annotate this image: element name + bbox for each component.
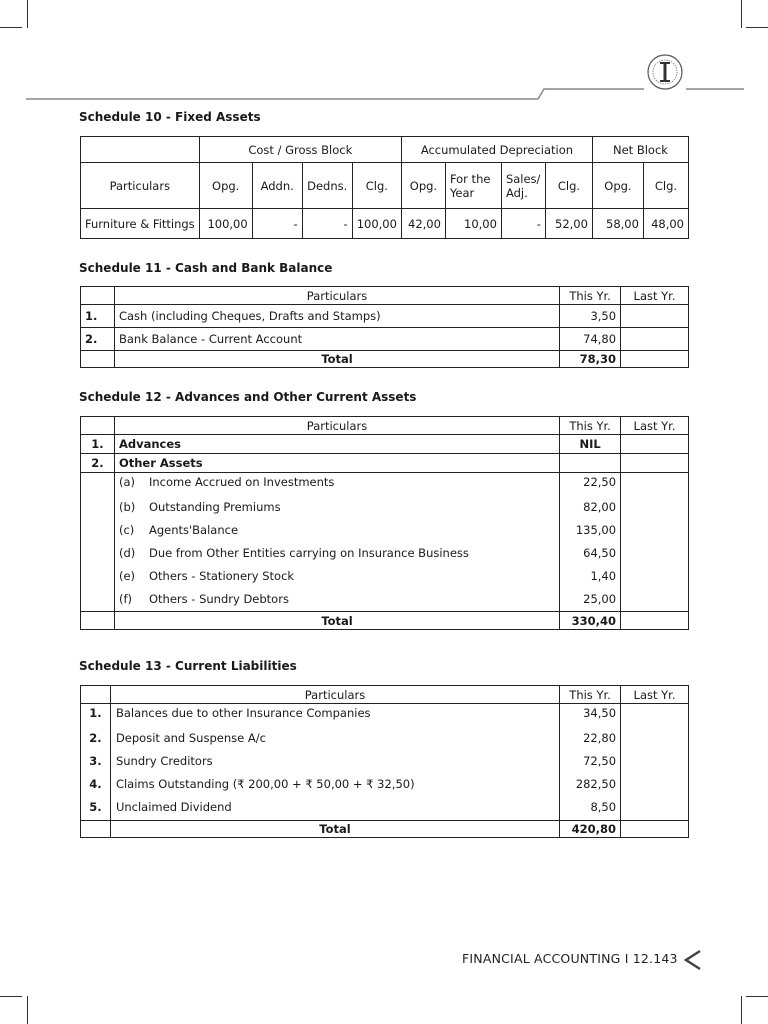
- value-cell: 42,00: [401, 209, 445, 239]
- item-tag: (e): [118, 569, 136, 583]
- column-header: Particulars: [114, 287, 559, 305]
- sub-values: [560, 473, 621, 612]
- value-cell: 8,50: [590, 800, 617, 814]
- row-label: Balances due to other Insurance Companies: [115, 706, 371, 720]
- table-row: [81, 209, 689, 239]
- row-numbers: [81, 704, 111, 821]
- blank-cell: [621, 821, 689, 838]
- item-tag: (d): [118, 546, 136, 560]
- column-header: Addn.: [252, 163, 302, 209]
- group-header: Net Block: [592, 137, 688, 163]
- value-cell: 82,00: [583, 500, 617, 514]
- column-header: Dedns.: [302, 163, 352, 209]
- row-label: Bank Balance - Current Account: [114, 328, 559, 351]
- group-header: Accumulated Depreciation: [401, 137, 592, 163]
- blank-cell: [621, 473, 689, 612]
- table-row: [81, 473, 689, 612]
- schedule-10-title: Schedule 10 - Fixed Assets: [79, 110, 261, 124]
- item-label: Due from Other Entities carrying on Insurance Business: [148, 546, 469, 560]
- column-header: Opg.: [592, 163, 643, 209]
- value-cell: 34,50: [583, 706, 617, 720]
- row-number: 3.: [89, 754, 102, 768]
- list-item: [115, 473, 559, 496]
- value-cell: 3,50: [560, 305, 621, 328]
- blank-cell: [81, 473, 115, 612]
- blank-cell: [621, 351, 689, 368]
- total-row: [81, 351, 689, 368]
- sub-items: [114, 473, 559, 612]
- row-number: 4.: [89, 777, 102, 791]
- blank-cell: [621, 454, 689, 473]
- chevron-left-icon: [682, 949, 702, 971]
- row-number: 1.: [81, 435, 115, 454]
- value-cell: -: [302, 209, 352, 239]
- row-label: Other Assets: [114, 454, 559, 473]
- column-header: Clg.: [352, 163, 401, 209]
- column-header: Last Yr.: [621, 417, 689, 435]
- row-number: 2.: [81, 454, 115, 473]
- value-cell: 282,50: [575, 777, 617, 791]
- value-cell: -: [501, 209, 545, 239]
- total-value: 330,40: [560, 612, 621, 630]
- crop-mark: [741, 0, 742, 28]
- row-number: 1.: [89, 706, 102, 720]
- schedule-11-title: Schedule 11 - Cash and Bank Balance: [79, 261, 333, 275]
- row-label: Unclaimed Dividend: [115, 800, 232, 814]
- value-cell: [621, 305, 689, 328]
- item-tag: (c): [118, 523, 135, 537]
- value-cell: 74,80: [560, 328, 621, 351]
- table-row: [81, 704, 689, 821]
- item-label: Others - Sundry Debtors: [148, 592, 289, 606]
- value-cell: 52,00: [545, 209, 592, 239]
- value-cell: -: [252, 209, 302, 239]
- list-item: [115, 496, 559, 519]
- value-cell: 58,00: [592, 209, 643, 239]
- value-cell: 1,40: [590, 569, 617, 583]
- total-value: 420,80: [560, 821, 621, 838]
- total-value: 78,30: [560, 351, 621, 368]
- item-tag: (f): [118, 592, 132, 606]
- crop-mark: [746, 996, 768, 997]
- crop-mark: [0, 996, 22, 997]
- row-label: Sundry Creditors: [115, 754, 213, 768]
- cash-bank-table: [80, 286, 689, 368]
- column-header: Opg.: [401, 163, 445, 209]
- column-header: Last Yr.: [621, 287, 689, 305]
- crop-mark: [27, 0, 28, 28]
- item-tag: (b): [118, 500, 136, 514]
- total-row: [81, 612, 689, 630]
- column-header: For the Year: [445, 163, 501, 209]
- institute-logo-icon: [645, 44, 685, 100]
- blank-cell: [560, 454, 621, 473]
- page-footer: FINANCIAL ACCOUNTING I 12.143: [462, 951, 678, 966]
- column-header: Clg.: [643, 163, 688, 209]
- item-label: Others - Stationery Stock: [148, 569, 295, 583]
- row-label: Deposit and Suspense A/c: [115, 731, 266, 745]
- blank-cell: [621, 435, 689, 454]
- crop-mark: [741, 996, 742, 1024]
- group-header: Cost / Gross Block: [199, 137, 401, 163]
- column-header: Particulars: [114, 417, 559, 435]
- list-item: [115, 519, 559, 542]
- value-cell: 25,00: [583, 592, 617, 606]
- total-label: Total: [114, 612, 559, 630]
- list-item: [115, 565, 559, 588]
- value-cell: 22,50: [583, 475, 617, 489]
- row-number: 2.: [89, 731, 102, 745]
- fixed-assets-table: [80, 136, 689, 239]
- row-values: [560, 704, 621, 821]
- table-row: [81, 435, 689, 454]
- schedule-12-title: Schedule 12 - Advances and Other Current Assets: [79, 390, 417, 404]
- blank-cell: [81, 612, 115, 630]
- row-label: Cash (including Cheques, Drafts and Stamps): [114, 305, 559, 328]
- current-liabilities-table: [80, 685, 689, 838]
- column-header: Particulars: [110, 686, 559, 704]
- blank-cell: [621, 612, 689, 630]
- table-row: [81, 305, 689, 328]
- row-number: 5.: [89, 800, 102, 814]
- row-label: Furniture & Fittings: [81, 209, 200, 239]
- blank-cell: [621, 704, 689, 821]
- value-cell: 22,80: [583, 731, 617, 745]
- column-header: Particulars: [81, 163, 200, 209]
- item-label: Outstanding Premiums: [148, 500, 281, 514]
- column-header: Clg.: [545, 163, 592, 209]
- list-item: [115, 542, 559, 565]
- value-cell: 135,00: [575, 523, 617, 537]
- row-number: 1.: [81, 305, 115, 328]
- total-row: [81, 821, 689, 838]
- value-cell: 48,00: [643, 209, 688, 239]
- blank-cell: [81, 686, 111, 704]
- item-label: Agents'Balance: [148, 523, 239, 537]
- column-header: Opg.: [199, 163, 252, 209]
- advances-table: [80, 416, 689, 630]
- row-label: Claims Outstanding (₹ 200,00 + ₹ 50,00 + ₹ 32,50): [115, 777, 415, 791]
- list-item: [115, 588, 559, 611]
- blank-cell: [81, 287, 115, 305]
- blank-cell: [81, 417, 115, 435]
- column-header: Sales/ Adj.: [501, 163, 545, 209]
- schedule-13-title: Schedule 13 - Current Liabilities: [79, 659, 297, 673]
- blank-cell: [81, 351, 115, 368]
- crop-mark: [27, 996, 28, 1024]
- value-cell: 100,00: [199, 209, 252, 239]
- value-cell: 10,00: [445, 209, 501, 239]
- blank-cell: [81, 137, 200, 163]
- table-row: [81, 454, 689, 473]
- blank-cell: [81, 821, 111, 838]
- item-tag: (a): [118, 475, 135, 489]
- crop-mark: [0, 27, 22, 28]
- row-labels: [110, 704, 559, 821]
- value-cell: NIL: [560, 435, 621, 454]
- value-cell: [621, 328, 689, 351]
- item-label: Income Accrued on Investments: [148, 475, 335, 489]
- column-header: This Yr.: [560, 417, 621, 435]
- total-label: Total: [110, 821, 559, 838]
- value-cell: 64,50: [583, 546, 617, 560]
- row-number: 2.: [81, 328, 115, 351]
- column-header: Last Yr.: [621, 686, 689, 704]
- total-label: Total: [114, 351, 559, 368]
- value-cell: 100,00: [352, 209, 401, 239]
- column-header: This Yr.: [560, 686, 621, 704]
- crop-mark: [746, 27, 768, 28]
- header-rule: [26, 84, 746, 104]
- column-header: This Yr.: [560, 287, 621, 305]
- table-row: [81, 328, 689, 351]
- value-cell: 72,50: [583, 754, 617, 768]
- row-label: Advances: [114, 435, 559, 454]
